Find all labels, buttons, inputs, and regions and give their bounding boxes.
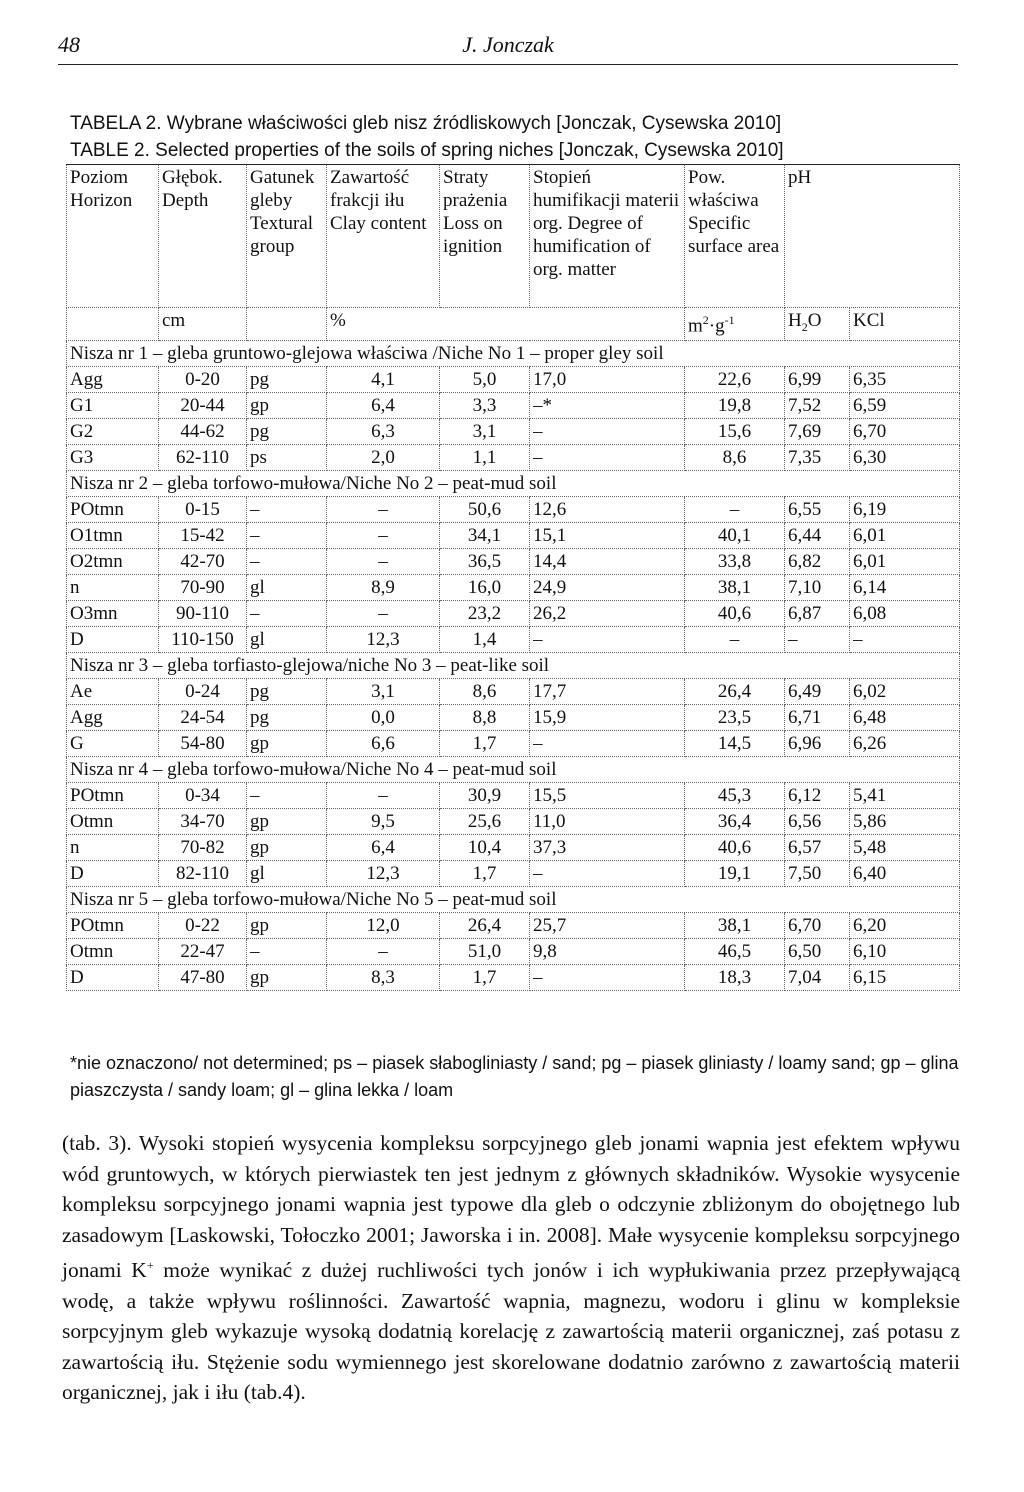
cell-horizon: G1 xyxy=(67,392,159,418)
unit-depth: cm xyxy=(159,308,247,341)
cell-texture: gp xyxy=(247,964,327,990)
cell-clay: 8,3 xyxy=(327,964,440,990)
section-title: Nisza nr 3 – gleba torfiasto-glejowa/niche No 3 – peat-like soil xyxy=(67,652,960,678)
table-row xyxy=(67,444,960,470)
cell-ph-h2o: 6,96 xyxy=(785,730,850,756)
cell-hum: 37,3 xyxy=(530,834,685,860)
cell-horizon: O3mn xyxy=(67,600,159,626)
cell-ph-h2o: 6,87 xyxy=(785,600,850,626)
cell-ph-h2o: 6,44 xyxy=(785,522,850,548)
cell-horizon: D xyxy=(67,860,159,886)
table-header-row xyxy=(67,165,960,308)
cell-ph-kcl: 6,10 xyxy=(850,938,960,964)
cell-horizon: O1tmn xyxy=(67,522,159,548)
section-title: Nisza nr 5 – gleba torfowo-mułowa/Niche No 5 – peat-mud soil xyxy=(67,886,960,912)
cell-texture: pg xyxy=(247,704,327,730)
cell-ph-kcl: 6,70 xyxy=(850,418,960,444)
cell-ph-kcl: 6,40 xyxy=(850,860,960,886)
table-row xyxy=(67,938,960,964)
cell-hum: – xyxy=(530,418,685,444)
cell-ph-kcl: 6,48 xyxy=(850,704,960,730)
cell-clay: 4,1 xyxy=(327,366,440,392)
section-row xyxy=(67,470,960,496)
cell-surface: 22,6 xyxy=(685,366,785,392)
cell-texture: – xyxy=(247,938,327,964)
cell-surface: – xyxy=(685,626,785,652)
cell-texture: pg xyxy=(247,418,327,444)
cell-ph-kcl: 5,48 xyxy=(850,834,960,860)
cell-surface: 19,8 xyxy=(685,392,785,418)
cell-loss: 25,6 xyxy=(440,808,530,834)
cell-depth: 0-15 xyxy=(159,496,247,522)
cell-texture: gl xyxy=(247,860,327,886)
unit-surface: $m^2\cdot g^{-1}$ xyxy=(685,308,785,341)
cell-clay: 3,1 xyxy=(327,678,440,704)
cell-surface: 40,6 xyxy=(685,600,785,626)
cell-depth: 62-110 xyxy=(159,444,247,470)
cell-clay: 12,3 xyxy=(327,860,440,886)
cell-hum: – xyxy=(530,626,685,652)
cell-surface: 40,6 xyxy=(685,834,785,860)
page-header xyxy=(58,30,958,65)
cell-texture: – xyxy=(247,548,327,574)
cell-clay: – xyxy=(327,548,440,574)
section-row xyxy=(67,652,960,678)
cell-surface: 45,3 xyxy=(685,782,785,808)
section-title: Nisza nr 1 – gleba gruntowo-glejowa właściwa /Niche No 1 – proper gley soil xyxy=(67,340,960,366)
cell-clay: 6,3 xyxy=(327,418,440,444)
cell-horizon: POtmn xyxy=(67,782,159,808)
cell-depth: 0-20 xyxy=(159,366,247,392)
cell-horizon: Otmn xyxy=(67,808,159,834)
table-units-row xyxy=(67,308,960,341)
cell-depth: 110-150 xyxy=(159,626,247,652)
cell-hum: –* xyxy=(530,392,685,418)
cell-horizon: D xyxy=(67,964,159,990)
cell-surface: 38,1 xyxy=(685,912,785,938)
caption-english: TABLE 2. Selected properties of the soils of spring niches [Jonczak, Cysewska 2010] xyxy=(70,140,784,161)
cell-texture: gp xyxy=(247,834,327,860)
table-row xyxy=(67,366,960,392)
cell-loss: 10,4 xyxy=(440,834,530,860)
cell-texture: gp xyxy=(247,808,327,834)
cell-loss: 26,4 xyxy=(440,912,530,938)
cell-depth: 70-90 xyxy=(159,574,247,600)
cell-clay: – xyxy=(327,938,440,964)
table-row xyxy=(67,730,960,756)
cell-clay: 12,3 xyxy=(327,626,440,652)
cell-depth: 70-82 xyxy=(159,834,247,860)
cell-ph-h2o: 6,71 xyxy=(785,704,850,730)
cell-horizon: D xyxy=(67,626,159,652)
cell-depth: 0-22 xyxy=(159,912,247,938)
cell-hum: 12,6 xyxy=(530,496,685,522)
cell-surface: 18,3 xyxy=(685,964,785,990)
cell-hum: 17,0 xyxy=(530,366,685,392)
cell-texture: gp xyxy=(247,392,327,418)
header-horizon: Poziom Horizon xyxy=(67,165,159,308)
cell-depth: 54-80 xyxy=(159,730,247,756)
cell-surface: 14,5 xyxy=(685,730,785,756)
cell-loss: 36,5 xyxy=(440,548,530,574)
cell-ph-h2o: 6,12 xyxy=(785,782,850,808)
cell-hum: – xyxy=(530,730,685,756)
cell-ph-h2o: 6,56 xyxy=(785,808,850,834)
header-texture: Gatunek gleby Textural group xyxy=(247,165,327,308)
cell-ph-h2o: 7,52 xyxy=(785,392,850,418)
cell-texture: – xyxy=(247,600,327,626)
cell-ph-kcl: 6,01 xyxy=(850,522,960,548)
cell-depth: 44-62 xyxy=(159,418,247,444)
cell-surface: 46,5 xyxy=(685,938,785,964)
cell-ph-h2o: 6,49 xyxy=(785,678,850,704)
cell-loss: 51,0 xyxy=(440,938,530,964)
cell-depth: 90-110 xyxy=(159,600,247,626)
soil-properties-table xyxy=(66,164,960,991)
cell-hum: 26,2 xyxy=(530,600,685,626)
unit-percent: % xyxy=(327,308,685,341)
cell-loss: 34,1 xyxy=(440,522,530,548)
cell-loss: 30,9 xyxy=(440,782,530,808)
cell-horizon: Otmn xyxy=(67,938,159,964)
cell-surface: 38,1 xyxy=(685,574,785,600)
cell-hum: 15,9 xyxy=(530,704,685,730)
table-row xyxy=(67,574,960,600)
cell-surface: 33,8 xyxy=(685,548,785,574)
cell-clay: 6,4 xyxy=(327,392,440,418)
cell-surface: 40,1 xyxy=(685,522,785,548)
cell-surface: 15,6 xyxy=(685,418,785,444)
cell-ph-kcl: 6,01 xyxy=(850,548,960,574)
cell-horizon: G xyxy=(67,730,159,756)
cell-loss: 1,7 xyxy=(440,860,530,886)
cell-hum: 24,9 xyxy=(530,574,685,600)
cell-hum: 9,8 xyxy=(530,938,685,964)
cell-ph-kcl: 6,08 xyxy=(850,600,960,626)
table-row xyxy=(67,912,960,938)
cell-loss: 5,0 xyxy=(440,366,530,392)
cell-ph-h2o: 7,10 xyxy=(785,574,850,600)
cell-loss: 3,3 xyxy=(440,392,530,418)
cell-loss: 3,1 xyxy=(440,418,530,444)
cell-ph-h2o: 7,69 xyxy=(785,418,850,444)
cell-depth: 0-34 xyxy=(159,782,247,808)
cell-hum: 15,1 xyxy=(530,522,685,548)
cell-ph-h2o: 7,50 xyxy=(785,860,850,886)
cell-ph-kcl: 6,20 xyxy=(850,912,960,938)
unit-texture-empty xyxy=(247,308,327,341)
cell-loss: 1,4 xyxy=(440,626,530,652)
table-row xyxy=(67,834,960,860)
cell-depth: 47-80 xyxy=(159,964,247,990)
unit-horizon-empty xyxy=(67,308,159,341)
cell-surface: 36,4 xyxy=(685,808,785,834)
section-row xyxy=(67,886,960,912)
cell-hum: 25,7 xyxy=(530,912,685,938)
cell-clay: 8,9 xyxy=(327,574,440,600)
cell-surface: – xyxy=(685,496,785,522)
cell-horizon: Ae xyxy=(67,678,159,704)
cell-ph-kcl: 6,19 xyxy=(850,496,960,522)
cell-texture: ps xyxy=(247,444,327,470)
cell-ph-kcl: 6,14 xyxy=(850,574,960,600)
cell-clay: 6,4 xyxy=(327,834,440,860)
table-row xyxy=(67,600,960,626)
header-clay: Zawartość frakcji iłu Clay content xyxy=(327,165,440,308)
header-ph: pH xyxy=(785,165,960,308)
header-surface: Pow. właściwa Specific surface area xyxy=(685,165,785,308)
cell-clay: – xyxy=(327,522,440,548)
cell-ph-h2o: 6,50 xyxy=(785,938,850,964)
cell-ph-h2o: 6,99 xyxy=(785,366,850,392)
table-row xyxy=(67,860,960,886)
table-caption xyxy=(70,110,970,164)
cell-depth: 34-70 xyxy=(159,808,247,834)
cell-ph-kcl: 6,30 xyxy=(850,444,960,470)
cell-horizon: Agg xyxy=(67,704,159,730)
cell-ph-h2o: 7,35 xyxy=(785,444,850,470)
cell-depth: 42-70 xyxy=(159,548,247,574)
table-row xyxy=(67,418,960,444)
cell-texture: – xyxy=(247,496,327,522)
cell-loss: 8,8 xyxy=(440,704,530,730)
header-depth: Głębok. Depth xyxy=(159,165,247,308)
table-row xyxy=(67,964,960,990)
cell-texture: gp xyxy=(247,912,327,938)
cell-clay: 9,5 xyxy=(327,808,440,834)
cell-texture: gl xyxy=(247,626,327,652)
cell-ph-kcl: 5,41 xyxy=(850,782,960,808)
cell-hum: 15,5 xyxy=(530,782,685,808)
header-humification: Stopień humifikacji materii org. Degree of humification of org. matter xyxy=(530,165,685,308)
section-row xyxy=(67,756,960,782)
cell-clay: 2,0 xyxy=(327,444,440,470)
cell-ph-kcl: 6,15 xyxy=(850,964,960,990)
section-title: Nisza nr 4 – gleba torfowo-mułowa/Niche No 4 – peat-mud soil xyxy=(67,756,960,782)
cell-loss: 1,7 xyxy=(440,964,530,990)
table-row xyxy=(67,704,960,730)
table-row xyxy=(67,626,960,652)
cell-hum: 17,7 xyxy=(530,678,685,704)
cell-horizon: POtmn xyxy=(67,496,159,522)
cell-depth: 15-42 xyxy=(159,522,247,548)
cell-texture: gp xyxy=(247,730,327,756)
cell-ph-kcl: – xyxy=(850,626,960,652)
body-paragraph: (tab. 3). Wysoki stopień wysycenia kompleksu sorpcyjnego gleb jonami wapnia jest efektem wpływu wód gruntowych, w których pierwiastek ten jest jednym z głównych składników. Wysokie wysycenie kompleksu sorpcyjnego jonami wapnia jest typowe dla gleb o odczynie zbliżonym do obojętnego lub zasadowym [Laskowski, Tołoczko 2001; Jaworska i in. 2008]. Małe wysycenie kompleksu sorpcyjnego jonami K+ może wynikać z dużej ruchliwości tych jonów i ich wypłukiwania przez przepływającą wodę, a także wpływu roślinności. Zawartość wapnia, magnezu, wodoru i glinu w kompleksie sorpcyjnym gleb wykazuje wysoką dodatnią korelację z zawartością materii organicznej, zaś potasu z zawartością iłu. Stężenie sodu wymiennego jest skorelowane dodatnio zarówno z zawartością materii organicznej, jak i iłu (tab.4). xyxy=(62,1131,961,1405)
cell-surface: 8,6 xyxy=(685,444,785,470)
cell-clay: – xyxy=(327,496,440,522)
table-row xyxy=(67,678,960,704)
cell-horizon: G3 xyxy=(67,444,159,470)
cell-ph-kcl: 5,86 xyxy=(850,808,960,834)
cell-ph-h2o: 6,82 xyxy=(785,548,850,574)
table-row xyxy=(67,522,960,548)
unit-kcl: KCl xyxy=(850,308,960,341)
cell-loss: 50,6 xyxy=(440,496,530,522)
cell-ph-h2o: – xyxy=(785,626,850,652)
cell-loss: 1,1 xyxy=(440,444,530,470)
cell-clay: 6,6 xyxy=(327,730,440,756)
cell-texture: pg xyxy=(247,678,327,704)
table-footnote: *nie oznaczono/ not determined; ps – piasek słabogliniasty / sand; pg – piasek gliniasty / loamy sand; gp – glina piaszczysta / sandy loam; gl – glina lekka / loam xyxy=(70,1053,959,1100)
cell-loss: 16,0 xyxy=(440,574,530,600)
cell-hum: – xyxy=(530,860,685,886)
cell-depth: 20-44 xyxy=(159,392,247,418)
cell-loss: 23,2 xyxy=(440,600,530,626)
table-row xyxy=(67,808,960,834)
cell-surface: 19,1 xyxy=(685,860,785,886)
section-row xyxy=(67,340,960,366)
cell-hum: 11,0 xyxy=(530,808,685,834)
cell-ph-kcl: 6,02 xyxy=(850,678,960,704)
cell-horizon: O2tmn xyxy=(67,548,159,574)
cell-texture: – xyxy=(247,782,327,808)
cell-texture: – xyxy=(247,522,327,548)
section-title: Nisza nr 2 – gleba torfowo-mułowa/Niche No 2 – peat-mud soil xyxy=(67,470,960,496)
cell-surface: 26,4 xyxy=(685,678,785,704)
cell-depth: 24-54 xyxy=(159,704,247,730)
cell-horizon: Agg xyxy=(67,366,159,392)
table-row xyxy=(67,392,960,418)
cell-ph-h2o: 6,70 xyxy=(785,912,850,938)
caption-polish: TABELA 2. Wybrane właściwości gleb nisz źródliskowych [Jonczak, Cysewska 2010] xyxy=(70,113,782,134)
cell-texture: gl xyxy=(247,574,327,600)
unit-h2o: $H_2O$ xyxy=(785,308,850,341)
cell-horizon: n xyxy=(67,574,159,600)
page-number: 48 xyxy=(58,32,80,57)
running-head-author: J. Jonczak xyxy=(462,32,554,57)
cell-depth: 82-110 xyxy=(159,860,247,886)
cell-depth: 22-47 xyxy=(159,938,247,964)
cell-ph-h2o: 7,04 xyxy=(785,964,850,990)
cell-ph-h2o: 6,57 xyxy=(785,834,850,860)
cell-loss: 1,7 xyxy=(440,730,530,756)
table-row xyxy=(67,782,960,808)
cell-hum: 14,4 xyxy=(530,548,685,574)
cell-loss: 8,6 xyxy=(440,678,530,704)
cell-clay: 12,0 xyxy=(327,912,440,938)
cell-horizon: POtmn xyxy=(67,912,159,938)
cell-ph-kcl: 6,35 xyxy=(850,366,960,392)
cell-ph-kcl: 6,26 xyxy=(850,730,960,756)
cell-horizon: G2 xyxy=(67,418,159,444)
table-row xyxy=(67,548,960,574)
cell-surface: 23,5 xyxy=(685,704,785,730)
cell-horizon: n xyxy=(67,834,159,860)
cell-hum: – xyxy=(530,964,685,990)
cell-hum: – xyxy=(530,444,685,470)
cell-clay: 0,0 xyxy=(327,704,440,730)
table-row xyxy=(67,496,960,522)
header-loss: Straty prażenia Loss on ignition xyxy=(440,165,530,308)
cell-texture: pg xyxy=(247,366,327,392)
cell-clay: – xyxy=(327,782,440,808)
cell-ph-h2o: 6,55 xyxy=(785,496,850,522)
cell-clay: – xyxy=(327,600,440,626)
cell-depth: 0-24 xyxy=(159,678,247,704)
cell-ph-kcl: 6,59 xyxy=(850,392,960,418)
